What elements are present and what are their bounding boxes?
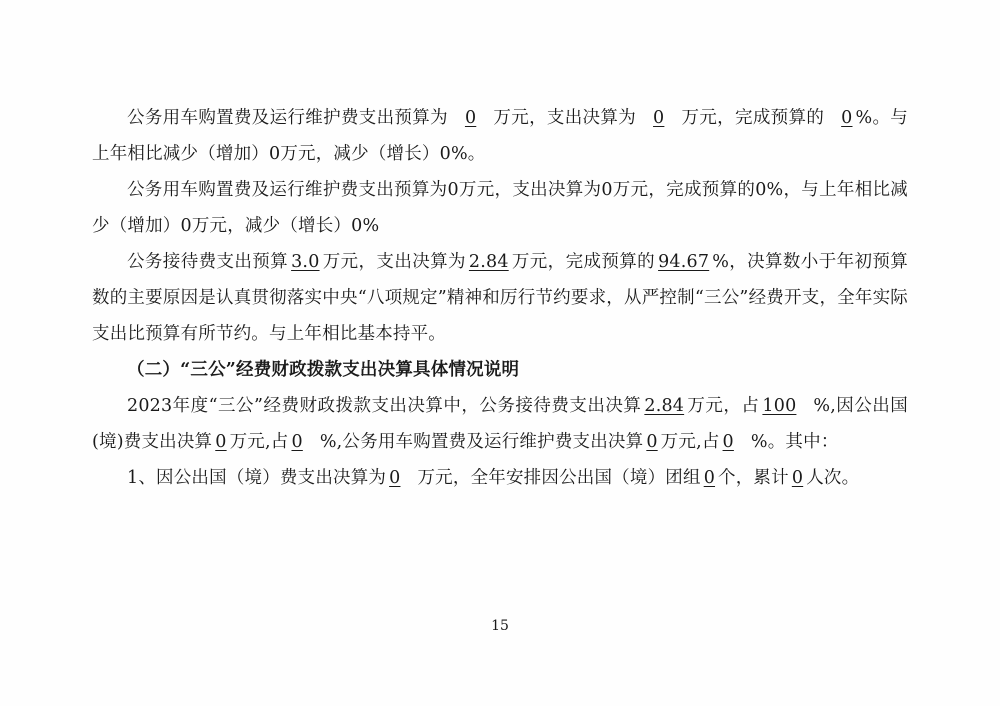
- text-run: 万元，全年安排因公出国（境）团组: [417, 468, 701, 488]
- blank-value: 0: [653, 108, 665, 128]
- blank-value: 0: [703, 468, 716, 488]
- text-run: 公务接待费支出预算: [127, 252, 289, 272]
- blank-value: 2.84: [644, 396, 685, 416]
- paragraph-hospitality-budget: [92, 244, 908, 352]
- document-body: [92, 100, 908, 496]
- section-heading: （二）“三公”经费财政拨款支出决算具体情况说明: [127, 360, 520, 380]
- blank-value: 0: [291, 432, 303, 452]
- blank-value: 0: [389, 468, 401, 488]
- blank-value: 100: [762, 396, 797, 416]
- paragraph-vehicle-budget-1: [92, 100, 908, 172]
- text-run: 个，累计: [718, 468, 789, 488]
- paragraph-three-public-breakdown: [92, 388, 908, 460]
- text-run: %。与上年相比减少（增加）0万元，减少（增长）0%。: [92, 108, 908, 164]
- text-run: 公务用车购置费及运行维护费支出预算为0万元，支出决算为0万元，完成预算的0%，与上年相比减少（增加）0万元，减少（增长）0%: [92, 180, 908, 236]
- text-run: 万元，支出决算为: [322, 252, 466, 272]
- blank-value: 0: [722, 432, 734, 452]
- paragraph-vehicle-budget-2: [92, 172, 908, 244]
- text-run: 2023年度“三公”经费财政拨款支出决算中，公务接待费支出决算: [127, 396, 642, 416]
- blank-value: 0: [215, 432, 227, 452]
- text-run: 1、因公出国（境）费支出决算为: [127, 468, 387, 488]
- blank-value: 3.0: [291, 252, 320, 272]
- text-run: 人次。: [806, 468, 860, 488]
- blank-value: 94.67: [658, 252, 710, 272]
- text-run: %,因公出国(境)费支出决算: [92, 396, 908, 452]
- text-run: 万元,占: [660, 432, 720, 452]
- text-run: 万元，占: [687, 396, 760, 416]
- paragraph-overseas-travel: [92, 460, 908, 496]
- page-number: 15: [491, 618, 509, 634]
- text-run: 万元，完成预算的: [511, 252, 656, 272]
- text-run: 万元，支出决算为: [493, 108, 637, 128]
- blank-value: 0: [841, 108, 853, 128]
- text-run: %，决算数小于年初预算数的主要原因是认真贯彻落实中央“八项规定”精神和厉行节约要求，从严控制“三公”经费开支，全年实际支出比预算有所节约。与上年相比基本持平。: [92, 252, 908, 344]
- blank-value: 2.84: [468, 252, 509, 272]
- text-run: %。其中：: [750, 432, 839, 452]
- text-run: 万元，完成预算的: [681, 108, 825, 128]
- blank-value: 0: [464, 108, 477, 128]
- text-run: 公务用车购置费及运行维护费支出预算为: [127, 108, 448, 128]
- blank-value: 0: [791, 468, 804, 488]
- text-run: 万元,占: [229, 432, 289, 452]
- blank-value: 0: [646, 432, 658, 452]
- text-run: %,公务用车购置费及运行维护费支出决算: [319, 432, 644, 452]
